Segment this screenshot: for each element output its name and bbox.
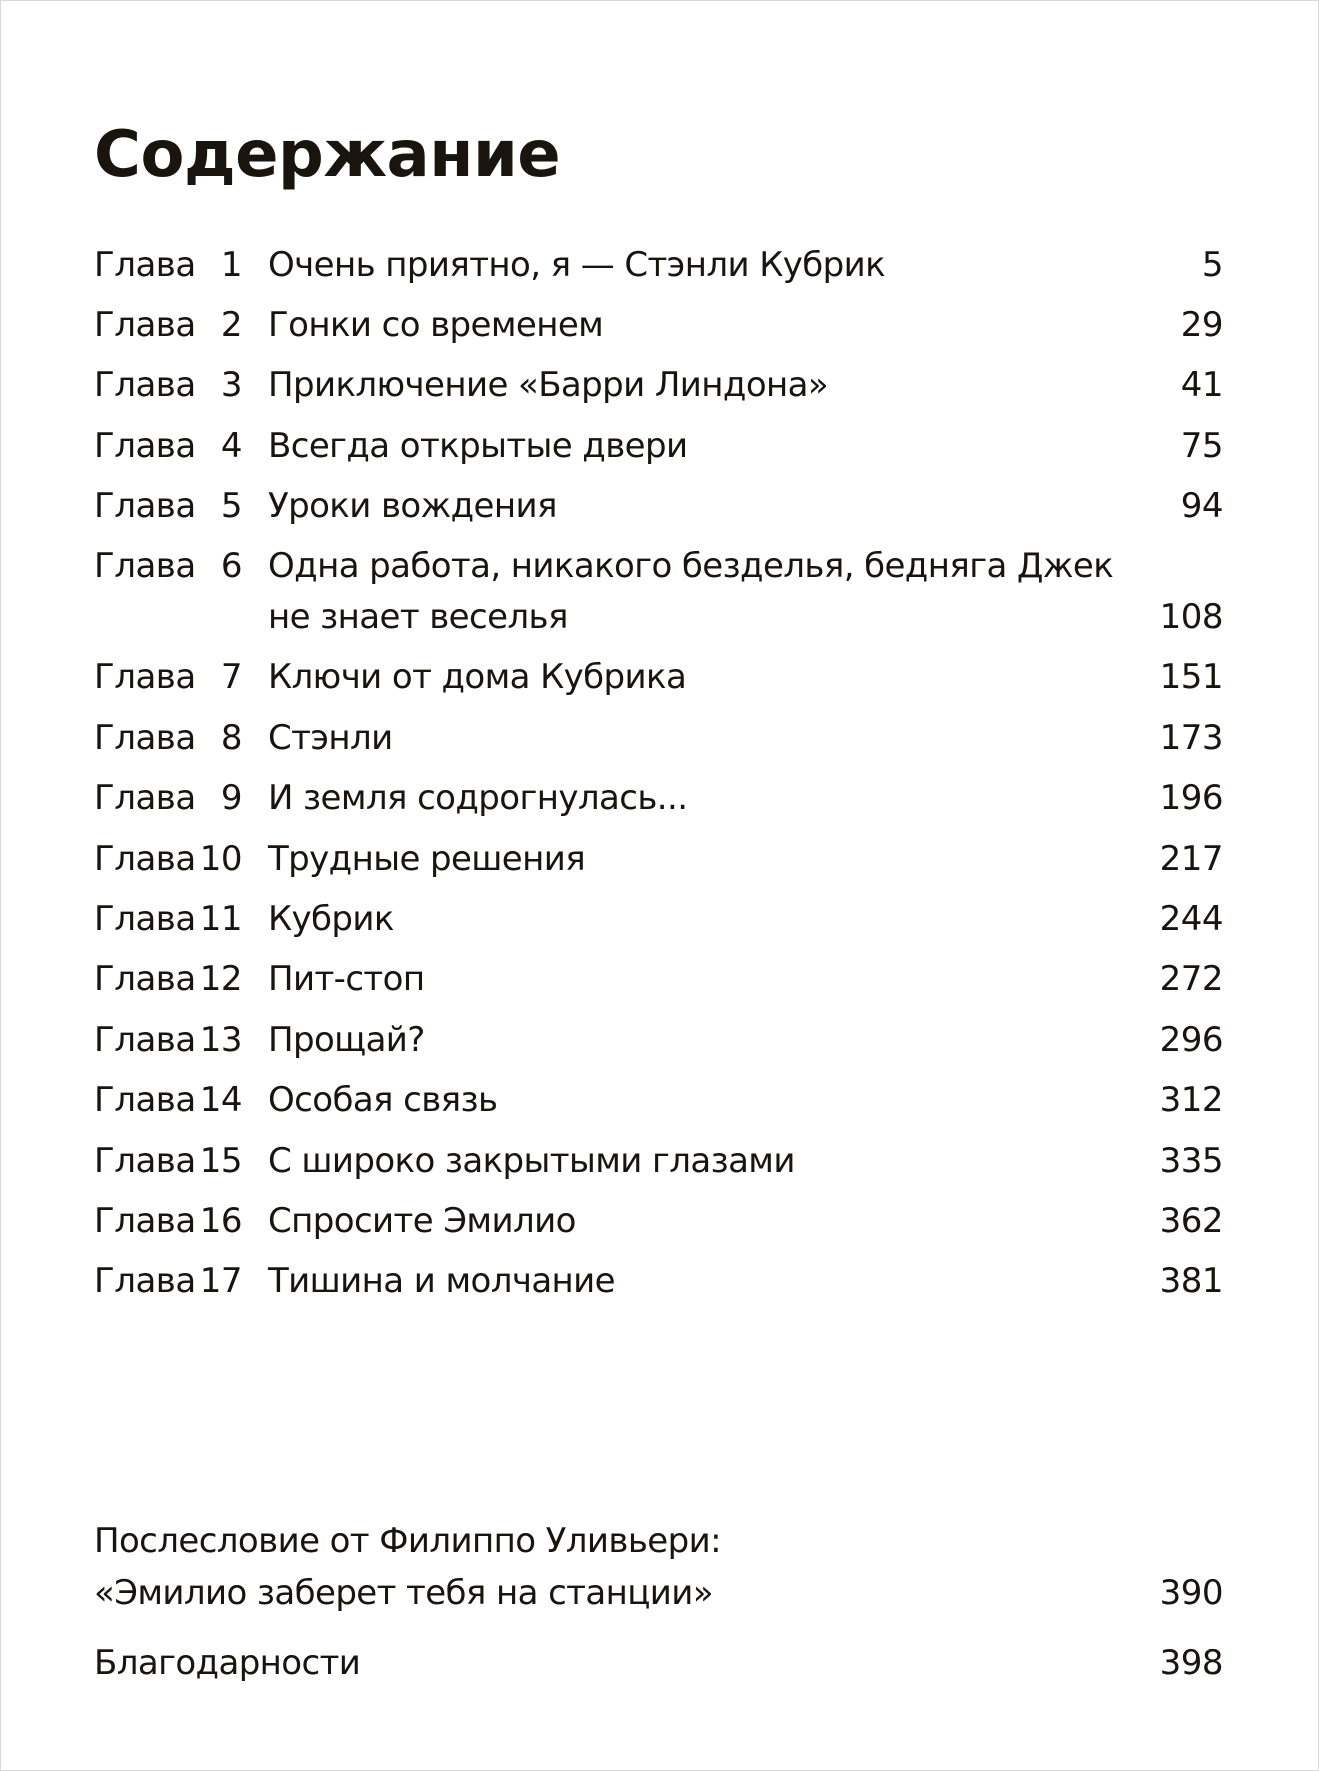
chapter-number: 12 (199, 959, 242, 999)
acknowledgements-entry[interactable] (0, 1638, 1319, 1688)
chapter-number: 4 (220, 426, 242, 466)
chapter-title: Стэнли (268, 718, 393, 758)
toc-entry[interactable] (0, 652, 1319, 702)
chapter-title-line2: не знает веселья (268, 597, 568, 637)
chapter-title: Приключение «Барри Линдона» (268, 365, 829, 405)
toc-entry[interactable] (0, 541, 1319, 591)
toc-entry[interactable] (0, 713, 1319, 763)
toc-entry[interactable] (0, 954, 1319, 1004)
chapter-label: Глава (94, 1141, 196, 1181)
chapter-title: Прощай? (268, 1020, 425, 1060)
chapter-number: 2 (220, 305, 242, 345)
toc-entry[interactable] (0, 894, 1319, 944)
chapter-title: Гонки со временем (268, 305, 604, 345)
chapter-title: Кубрик (268, 899, 394, 939)
afterword-entry[interactable] (0, 1516, 1319, 1566)
toc-entry[interactable] (0, 1136, 1319, 1186)
page-number: 272 (1159, 959, 1223, 999)
chapter-number: 9 (220, 778, 242, 818)
chapter-label: Глава (94, 245, 196, 285)
chapter-label: Глава (94, 1261, 196, 1301)
toc-entry[interactable] (0, 773, 1319, 823)
chapter-title: Одна работа, никакого безделья, бедняга Джек (268, 546, 1114, 586)
chapter-label: Глава (94, 899, 196, 939)
chapter-label: Глава (94, 486, 196, 526)
chapter-label: Глава (94, 657, 196, 697)
page-number: 173 (1159, 718, 1223, 758)
chapter-title: Пит-стоп (268, 959, 425, 999)
chapter-number: 3 (220, 365, 242, 405)
page-number: 217 (1159, 839, 1223, 879)
page-number: 196 (1159, 778, 1223, 818)
page-number: 312 (1159, 1080, 1223, 1120)
toc-entry[interactable] (0, 481, 1319, 531)
chapter-label: Глава (94, 1080, 196, 1120)
chapter-number: 10 (199, 839, 242, 879)
chapter-label: Глава (94, 1201, 196, 1241)
chapter-title: Особая связь (268, 1080, 498, 1120)
chapter-label: Глава (94, 959, 196, 999)
chapter-title: Трудные решения (268, 839, 586, 879)
toc-entry-continuation[interactable] (0, 592, 1319, 642)
page-number: 5 (1201, 245, 1223, 285)
acknowledgements-title: Благодарности (94, 1643, 361, 1683)
page-number: 75 (1180, 426, 1223, 466)
page-number: 29 (1180, 305, 1223, 345)
page-number: 108 (1159, 597, 1223, 637)
chapter-number: 8 (220, 718, 242, 758)
chapter-number: 16 (199, 1201, 242, 1241)
afterword-entry-continuation[interactable] (0, 1568, 1319, 1618)
chapter-title: С широко закрытыми глазами (268, 1141, 795, 1181)
toc-entry[interactable] (0, 1075, 1319, 1125)
chapter-number: 14 (199, 1080, 242, 1120)
chapter-title: Очень приятно, я — Стэнли Кубрик (268, 245, 886, 285)
page-number: 41 (1180, 365, 1223, 405)
chapter-label: Глава (94, 718, 196, 758)
chapter-title: И земля содрогнулась... (268, 778, 688, 818)
chapter-label: Глава (94, 305, 196, 345)
page-title: Содержание (94, 118, 561, 192)
chapter-title: Уроки вождения (268, 486, 557, 526)
chapter-label: Глава (94, 1020, 196, 1060)
chapter-number: 6 (220, 546, 242, 586)
chapter-number: 1 (220, 245, 242, 285)
toc-entry[interactable] (0, 421, 1319, 471)
page-number: 151 (1159, 657, 1223, 697)
chapter-label: Глава (94, 426, 196, 466)
page-number: 390 (1159, 1573, 1223, 1613)
page-number: 94 (1180, 486, 1223, 526)
page-number: 398 (1159, 1643, 1223, 1683)
chapter-number: 5 (220, 486, 242, 526)
chapter-label: Глава (94, 365, 196, 405)
toc-entry[interactable] (0, 300, 1319, 350)
page-number: 244 (1159, 899, 1223, 939)
chapter-label: Глава (94, 778, 196, 818)
toc-entry[interactable] (0, 834, 1319, 884)
chapter-number: 11 (199, 899, 242, 939)
page-number: 335 (1159, 1141, 1223, 1181)
chapter-title: Всегда открытые двери (268, 426, 688, 466)
page-number: 381 (1159, 1261, 1223, 1301)
page-number: 362 (1159, 1201, 1223, 1241)
chapter-number: 7 (220, 657, 242, 697)
toc-entry[interactable] (0, 240, 1319, 290)
afterword-title-line2: «Эмилио заберет тебя на станции» (94, 1573, 713, 1613)
toc-entry[interactable] (0, 1196, 1319, 1246)
chapter-title: Ключи от дома Кубрика (268, 657, 687, 697)
afterword-title-line1: Послесловие от Филиппо Уливьери: (94, 1521, 721, 1561)
toc-entry[interactable] (0, 360, 1319, 410)
page-number: 296 (1159, 1020, 1223, 1060)
toc-entry[interactable] (0, 1015, 1319, 1065)
chapter-label: Глава (94, 546, 196, 586)
chapter-number: 13 (199, 1020, 242, 1060)
toc-entry[interactable] (0, 1256, 1319, 1306)
chapter-title: Спросите Эмилио (268, 1201, 576, 1241)
chapter-title: Тишина и молчание (268, 1261, 615, 1301)
chapter-label: Глава (94, 839, 196, 879)
chapter-number: 17 (199, 1261, 242, 1301)
chapter-number: 15 (199, 1141, 242, 1181)
